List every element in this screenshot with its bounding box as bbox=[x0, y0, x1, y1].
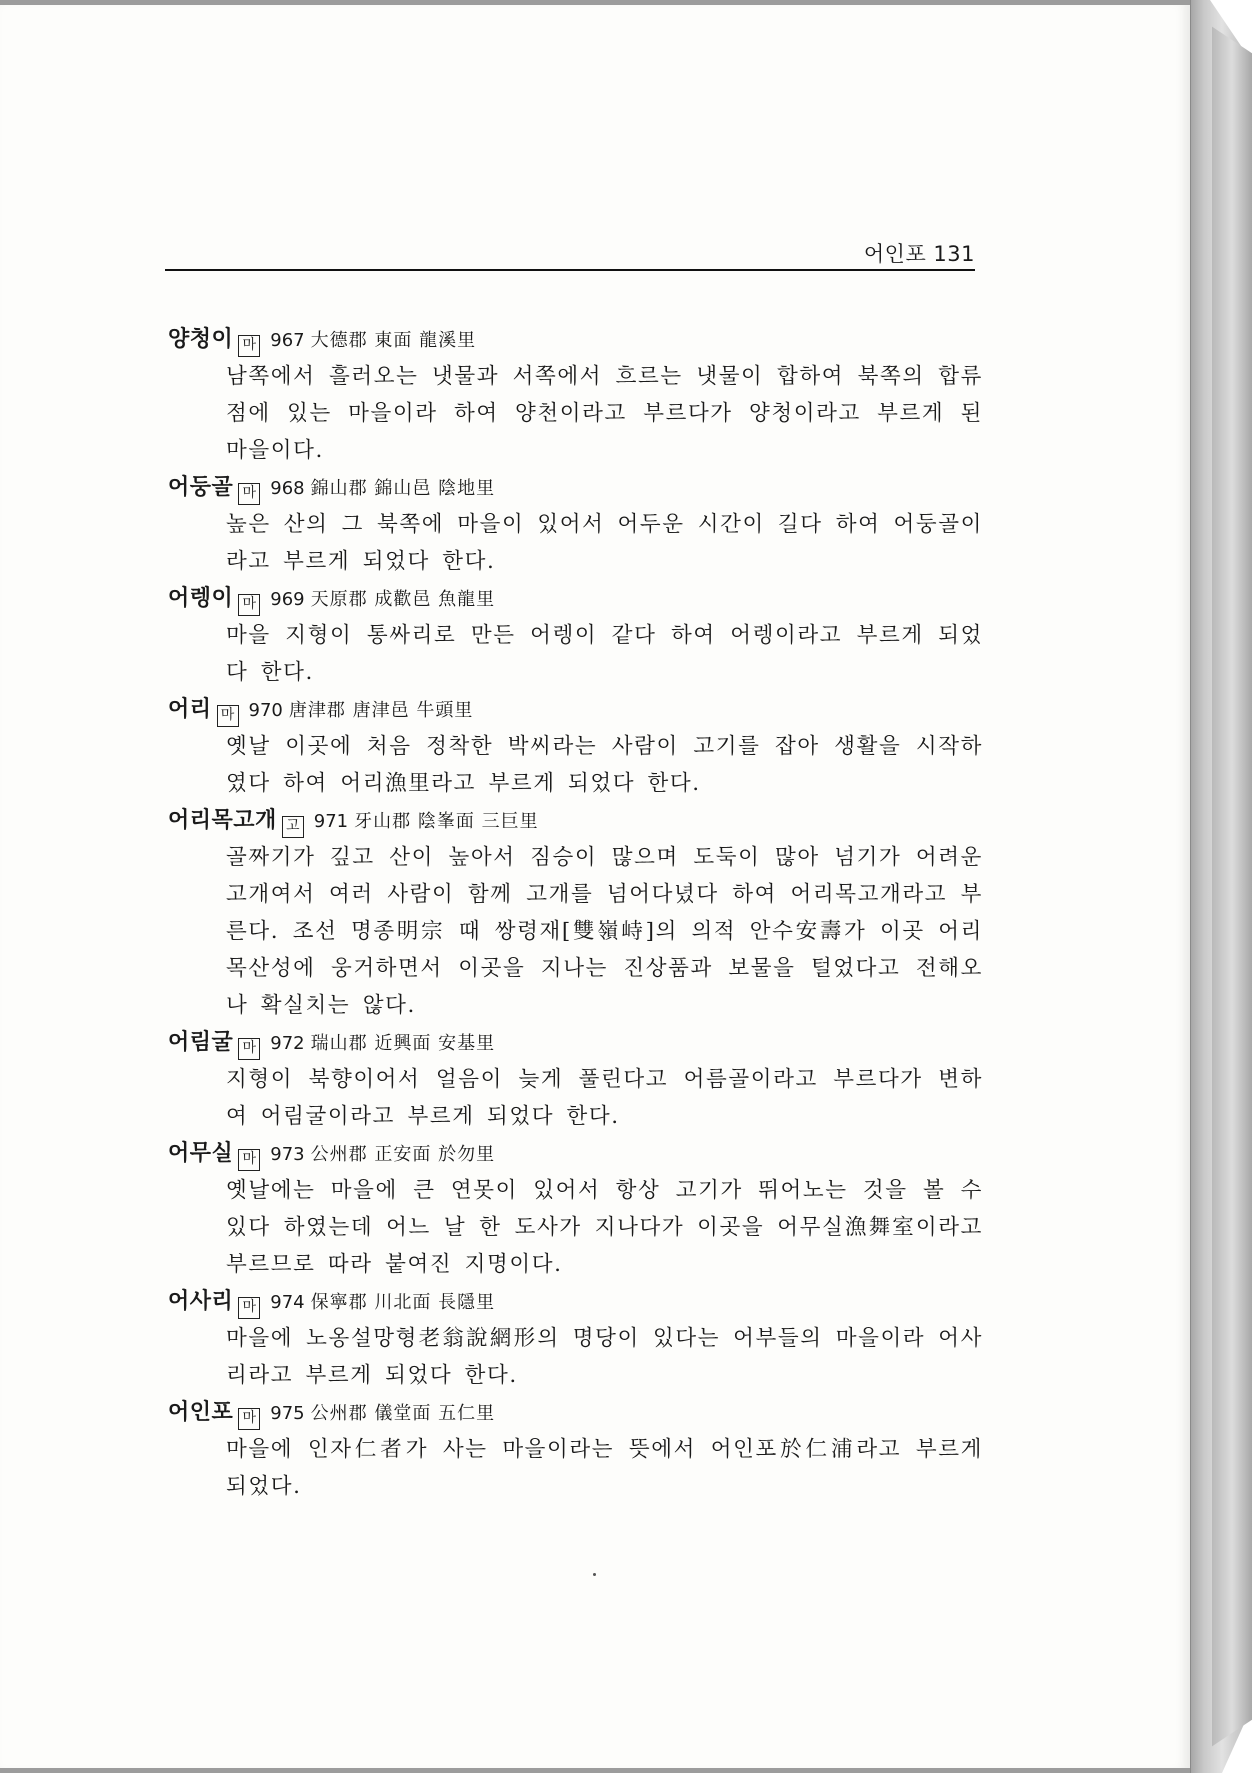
gazetteer-entry bbox=[168, 321, 983, 469]
page-stack-edge-outer bbox=[1212, 0, 1252, 1773]
header-rule bbox=[165, 269, 975, 271]
entry-heading bbox=[168, 321, 983, 358]
entry-description: 옛날에는 마을에 큰 연못이 있어서 항상 고기가 뛰어노는 것을 볼 수 있다 하였는데 어느 날 한 도사가 지나다가 이곳을 어무실漁舞室이라고 부르므로 따라 붙여진 지명이다. bbox=[226, 1178, 983, 1277]
running-head: 어인포 131 bbox=[863, 242, 975, 266]
entry-address: 公州郡 儀堂面 五仁里 bbox=[310, 1403, 496, 1424]
entry-number: 975 bbox=[270, 1403, 305, 1424]
entry-type-badge: 마 bbox=[238, 594, 260, 616]
entry-heading bbox=[168, 1283, 983, 1320]
entry-type-badge: 마 bbox=[238, 335, 260, 357]
entry-number: 969 bbox=[270, 589, 305, 610]
gazetteer-entry bbox=[168, 1135, 983, 1283]
entry-address: 瑞山郡 近興面 安基里 bbox=[310, 1033, 496, 1054]
entry-type-badge: 고 bbox=[282, 816, 304, 838]
entry-number: 973 bbox=[270, 1144, 305, 1165]
entry-term: 어렝이 bbox=[168, 586, 234, 611]
entry-address: 天原郡 成歡邑 魚龍里 bbox=[310, 589, 496, 610]
entry-description: 골짜기가 깊고 산이 높아서 짐승이 많으며 도둑이 많아 넘기가 어려운 고개여서 여러 사람이 함께 고개를 넘어다녔다 하여 어리목고개라고 부른다. 조선 명종明宗 때 쌍령재[雙嶺峙]의 의적 안수安壽가 이곳 어리목산성에 웅거하면서 이곳을 지나는 진상품과 보물을 털었다고 전해오나 확실치는 않다. bbox=[226, 845, 983, 1018]
entry-number: 968 bbox=[270, 478, 305, 499]
entry-description: 옛날 이곳에 처음 정착한 박씨라는 사람이 고기를 잡아 생활을 시작하였다 하여 어리漁里라고 부르게 되었다 한다. bbox=[226, 734, 983, 796]
entry-number: 971 bbox=[313, 811, 349, 832]
speck bbox=[593, 1573, 596, 1576]
entry-list bbox=[168, 321, 983, 1505]
entry-description: 마을 지형이 통싸리로 만든 어렝이 같다 하여 어렝이라고 부르게 되었다 한다. bbox=[226, 623, 983, 685]
entry-heading bbox=[168, 469, 983, 506]
entry-term: 어림굴 bbox=[168, 1030, 234, 1055]
entry-term: 어둥골 bbox=[168, 475, 234, 500]
entry-number: 970 bbox=[248, 700, 283, 721]
entry-type-badge: 마 bbox=[238, 1297, 260, 1319]
entry-term: 어인포 bbox=[168, 1400, 234, 1425]
gazetteer-entry bbox=[168, 802, 983, 1024]
entry-term: 어무실 bbox=[168, 1141, 234, 1166]
entry-term: 어리목고개 bbox=[168, 808, 277, 833]
entry-heading bbox=[168, 691, 983, 728]
entry-heading bbox=[168, 580, 983, 617]
entry-heading bbox=[168, 1394, 983, 1431]
gazetteer-entry bbox=[168, 1394, 983, 1505]
entry-type-badge: 마 bbox=[238, 1038, 260, 1060]
entry-number: 974 bbox=[270, 1292, 305, 1313]
entry-heading bbox=[168, 1135, 983, 1172]
entry-term: 양청이 bbox=[168, 327, 234, 352]
entry-term: 어리 bbox=[168, 697, 212, 722]
entry-address: 保寧郡 川北面 長隱里 bbox=[310, 1292, 496, 1313]
entry-type-badge: 마 bbox=[238, 1408, 260, 1430]
gazetteer-entry bbox=[168, 691, 983, 802]
entry-description: 마을에 인자仁者가 사는 마을이라는 뜻에서 어인포於仁浦라고 부르게 되었다. bbox=[226, 1437, 983, 1499]
entry-number: 967 bbox=[270, 330, 305, 351]
entry-description: 높은 산의 그 북쪽에 마을이 있어서 어두운 시간이 길다 하여 어둥골이라고 부르게 되었다 한다. bbox=[226, 512, 983, 574]
entry-heading bbox=[168, 802, 983, 839]
entry-type-badge: 마 bbox=[238, 483, 260, 505]
entry-address: 牙山郡 陰峯面 三巨里 bbox=[354, 811, 539, 832]
entry-number: 972 bbox=[270, 1033, 305, 1054]
entry-address: 公州郡 正安面 於勿里 bbox=[310, 1144, 496, 1165]
entry-address: 大德郡 東面 龍溪里 bbox=[310, 330, 477, 351]
gazetteer-entry bbox=[168, 1283, 983, 1394]
entry-heading bbox=[168, 1024, 983, 1061]
entry-term: 어사리 bbox=[168, 1289, 234, 1314]
entry-address: 唐津郡 唐津邑 牛頭里 bbox=[288, 700, 474, 721]
gazetteer-entry bbox=[168, 469, 983, 580]
gazetteer-entry bbox=[168, 580, 983, 691]
entry-type-badge: 마 bbox=[217, 705, 239, 727]
gazetteer-entry bbox=[168, 1024, 983, 1135]
entry-address: 錦山郡 錦山邑 陰地里 bbox=[310, 478, 496, 499]
entry-description: 지형이 북향이어서 얼음이 늦게 풀린다고 어름골이라고 부르다가 변하여 어림굴이라고 부르게 되었다 한다. bbox=[226, 1067, 983, 1129]
entry-description: 마을에 노옹설망형老翁說網形의 명당이 있다는 어부들의 마을이라 어사리라고 부르게 되었다 한다. bbox=[226, 1326, 983, 1388]
entry-description: 남쪽에서 흘러오는 냇물과 서쪽에서 흐르는 냇물이 합하여 북쪽의 합류점에 있는 마을이라 하여 양천이라고 부르다가 양청이라고 부르게 된 마을이다. bbox=[226, 364, 983, 463]
entry-type-badge: 마 bbox=[238, 1149, 260, 1171]
